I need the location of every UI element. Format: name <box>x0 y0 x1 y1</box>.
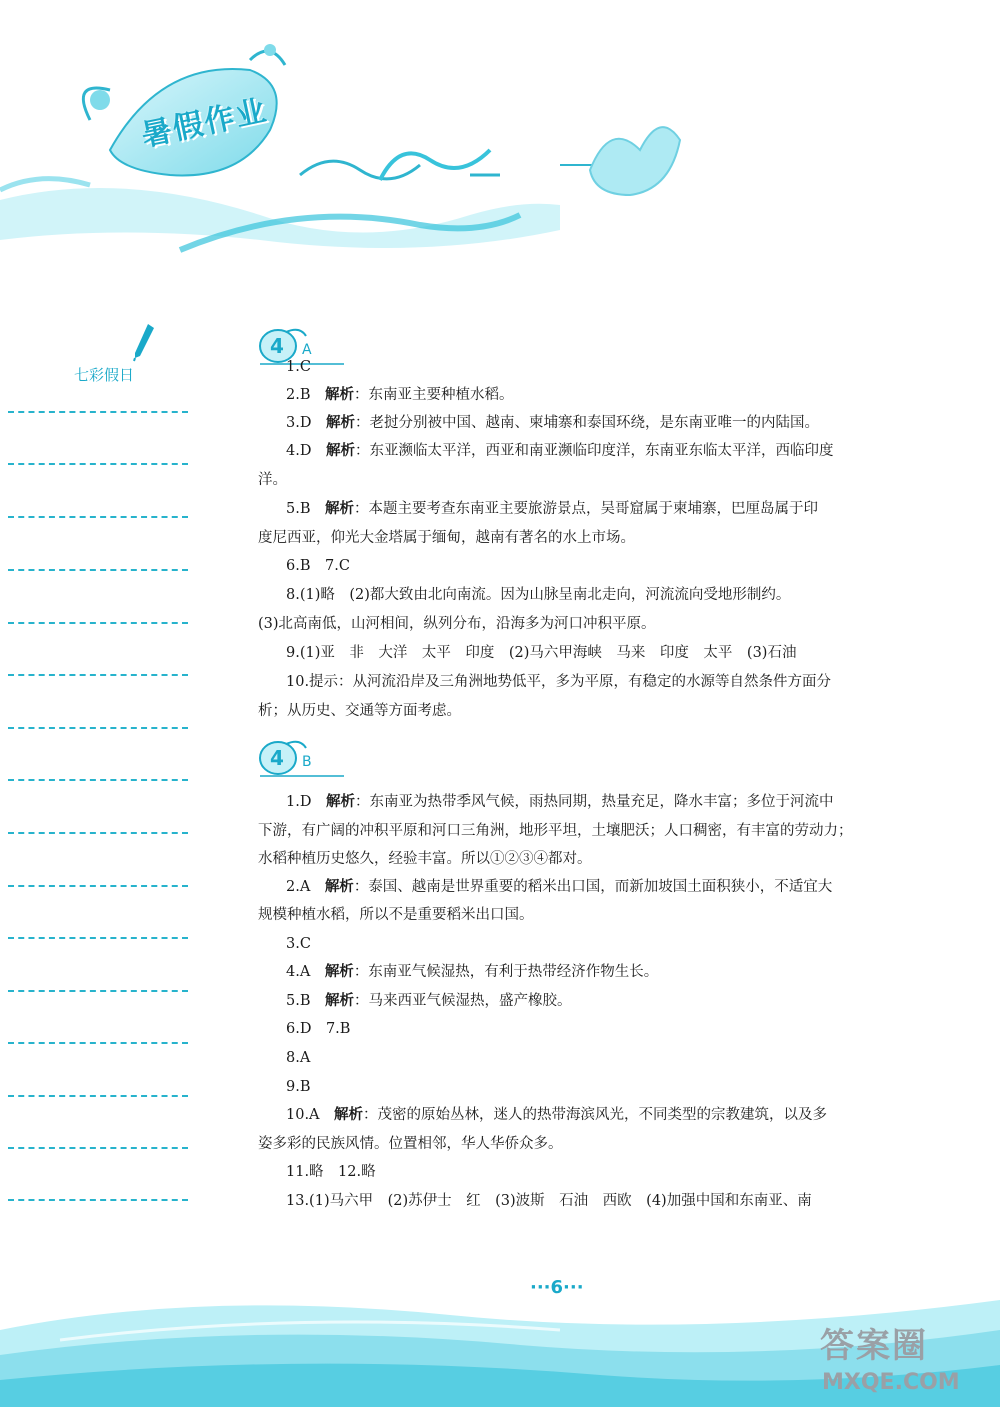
answer-line: 2.B 解析：东南亚主要种植水稻。 <box>286 386 514 403</box>
answer-line: 4.A 解析：东南亚气候湿热，有利于热带经济作物生长。 <box>286 963 659 980</box>
note-line <box>8 937 188 939</box>
note-line <box>8 990 188 992</box>
page-number: ···6··· <box>530 1277 584 1298</box>
answer-line: 10.A 解析：茂密的原始丛林，迷人的热带海滨风光，不同类型的宗教建筑，以及多 <box>286 1106 828 1123</box>
answer-line: 洋。 <box>258 472 287 488</box>
svg-text:4: 4 <box>270 746 284 770</box>
answer-line: 3.D 解析：老挝分别被中国、越南、柬埔寨和泰国环绕，是东南亚唯一的内陆国。 <box>286 414 819 431</box>
answer-line: 下游，有广阔的冲积平原和河口三角洲，地形平坦，土壤肥沃；人口稠密，有丰富的劳动力； <box>258 823 853 839</box>
answer-line: 11.略 12.略 <box>286 1164 376 1180</box>
svg-text:4: 4 <box>270 334 284 358</box>
note-line <box>8 569 188 571</box>
answer-line: 6.B 7.C <box>286 558 350 574</box>
note-line <box>8 779 188 781</box>
note-line <box>8 463 188 465</box>
answer-line: 姿多彩的民族风情。位置相邻，华人华侨众多。 <box>258 1136 563 1152</box>
section-badge-icon <box>256 736 346 780</box>
answer-line: 1.C <box>286 359 311 375</box>
answer-line: 4.D 解析：东亚濒临太平洋，西亚和南亚濒临印度洋，东南亚东临太平洋，西临印度 <box>286 442 834 459</box>
answer-line: 10.提示：从河流沿岸及三角洲地势低平，多为平原，有稳定的水源等自然条件方面分 <box>286 674 832 690</box>
note-line <box>8 411 188 413</box>
note-line <box>8 622 188 624</box>
pen-icon <box>132 322 156 362</box>
note-line <box>8 885 188 887</box>
answer-line: 度尼西亚，仰光大金塔属于缅甸，越南有著名的水上市场。 <box>258 530 635 546</box>
answer-line: 3.C <box>286 936 311 952</box>
section-letter: B <box>302 754 312 770</box>
answer-line: 2.A 解析：泰国、越南是世界重要的稻米出口国，而新加坡国土面积狭小，不适宜大 <box>286 878 833 895</box>
answer-line: 1.D 解析：东南亚为热带季风气候，雨热同期，热量充足，降水丰富；多位于河流中 <box>286 793 834 810</box>
note-line <box>8 516 188 518</box>
answer-line: (3)北高南低，山河相间，纵列分布，沿海多为河口冲积平原。 <box>258 616 656 632</box>
sidebar-label: 七彩假日 <box>74 366 135 384</box>
answer-line: 5.B 解析：本题主要考查东南亚主要旅游景点，吴哥窟属于柬埔寨，巴厘岛属于印 <box>286 500 818 517</box>
answer-line: 5.B 解析：马来西亚气候湿热，盛产橡胶。 <box>286 992 572 1009</box>
note-line <box>8 1095 188 1097</box>
watermark: 答案圈 <box>820 1326 928 1366</box>
section-b-badge <box>256 736 346 780</box>
note-line <box>8 1199 188 1201</box>
answer-line: 水稻种植历史悠久，经验丰富。所以①②③④都对。 <box>258 851 592 867</box>
answer-line: 13.(1)马六甲 (2)苏伊士 红 (3)波斯 石油 西欧 (4)加强中国和东南亚、南 <box>286 1193 812 1209</box>
answer-line: 规模种植水稻，所以不是重要稻米出口国。 <box>258 907 534 923</box>
section-letter: A <box>302 342 312 358</box>
answer-line: 9.(1)亚 非 大洋 太平 印度 (2)马六甲海峡 马来 印度 太平 (3)石油 <box>286 645 797 661</box>
answer-line: 6.D 7.B <box>286 1021 351 1037</box>
answer-line: 8.A <box>286 1050 311 1066</box>
note-line <box>8 832 188 834</box>
answer-line: 析；从历史、交通等方面考虑。 <box>258 703 461 719</box>
answer-line: 9.B <box>286 1079 311 1095</box>
banner-title: 暑假作业 <box>138 92 271 154</box>
note-line <box>8 1042 188 1044</box>
note-line <box>8 1147 188 1149</box>
answer-line: 8.(1)略 (2)都大致由北向南流。因为山脉呈南北走向，河流流向受地形制约。 <box>286 587 791 603</box>
note-line <box>8 727 188 729</box>
watermark-url: MXQE.COM <box>822 1370 960 1395</box>
note-line <box>8 674 188 676</box>
